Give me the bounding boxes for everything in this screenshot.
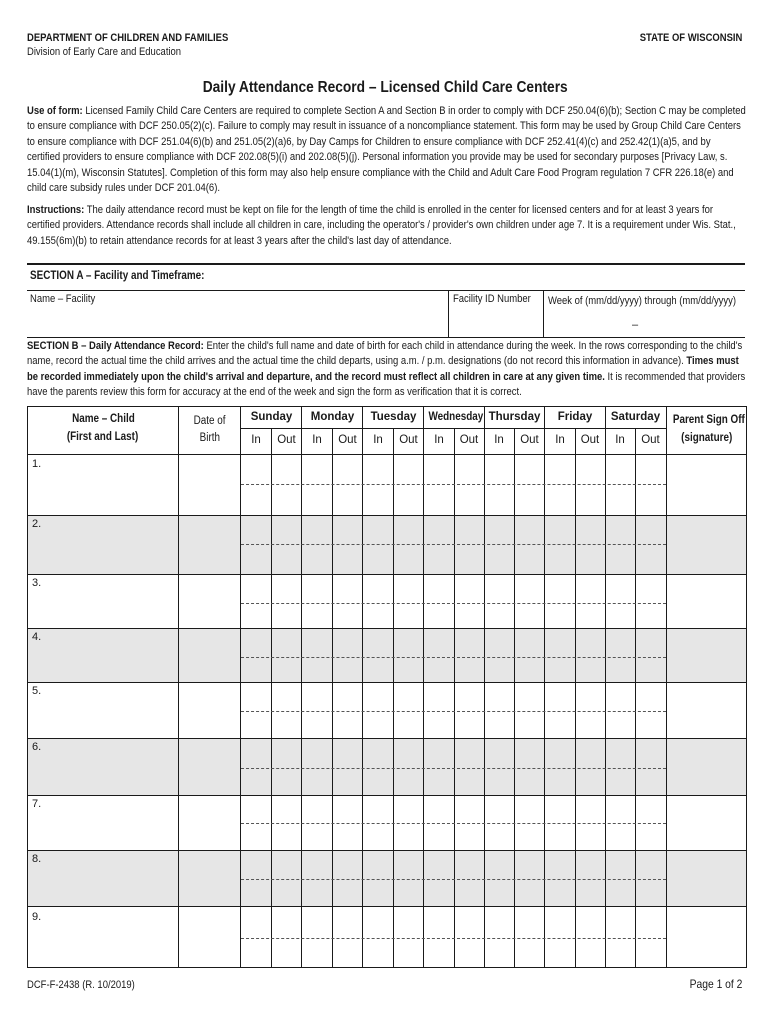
form-id: DCF-F-2438 (R. 10/2019)	[27, 979, 135, 991]
dob-subheader: Birth	[199, 432, 221, 444]
monday-header: Monday	[310, 411, 355, 423]
time-entry-line	[241, 823, 666, 824]
instructions-label: Instructions:	[27, 204, 85, 216]
use-of-form-text: Licensed Family Child Care Centers are required to complete Section A and Section B in order to comply with DCF 250.04(6)(b); Section C may be completed to ensure compliance with DCF 250.05(2)(c). Failure to comply may result in issuance of a noncompliance statement. This form may be used by Group Child Care Centers to ensure compliance with DCF 251.04(6)(b) and 251.05(2)(a)6, by Day Camps for Children to ensure compliance with DCF 252.41(4)(c) and 252.42(1)(a)5, and by certified providers to ensure compliance with DCF 202.08(5)(i) and 202.08(5)(j). Personal information you provide may be used for secondary purposes [Privacy Law, s. 15.04(1)(m), Wisconsin Statutes]. Completion of this form may also help ensure compliance with the Child and Adult Care Food Program regulation 7 CFR 226.18(e) and child care subsidy rules under DCF 201.04(6).	[27, 105, 746, 195]
section-a-fields	[27, 290, 745, 338]
in-label: In	[312, 434, 322, 446]
header-bottom-line	[28, 454, 746, 455]
sunday-header: Sunday	[250, 411, 293, 423]
column-line	[393, 429, 394, 967]
time-entry-line	[241, 484, 666, 485]
use-of-form-paragraph	[27, 104, 746, 196]
out-label: Out	[277, 434, 296, 446]
section-a-heading: SECTION A – Facility and Timeframe:	[30, 270, 205, 282]
in-label: In	[434, 434, 444, 446]
in-label: In	[251, 434, 261, 446]
time-entry-line	[241, 768, 666, 769]
row-number: 2.	[32, 518, 42, 530]
row-number: 9.	[32, 911, 42, 923]
column-line	[605, 407, 606, 967]
out-label: Out	[641, 434, 660, 446]
tuesday-header: Tuesday	[370, 411, 417, 423]
column-line	[240, 407, 241, 967]
form-title: Daily Attendance Record – Licensed Child Care Centers	[202, 79, 568, 96]
child-name-header: Name – Child	[71, 413, 135, 425]
row-shading	[28, 628, 746, 682]
state-name: STATE OF WISCONSIN	[639, 32, 742, 44]
facility-name-field[interactable]: Name – Facility	[30, 293, 96, 305]
row-divider	[28, 574, 746, 575]
out-label: Out	[459, 434, 479, 446]
row-divider	[28, 682, 746, 683]
facility-id-field[interactable]: Facility ID Number	[453, 293, 531, 305]
column-line	[301, 407, 302, 967]
attendance-table	[27, 406, 747, 968]
friday-header: Friday	[557, 411, 593, 423]
column-line	[362, 407, 363, 967]
column-line	[332, 429, 333, 967]
week-of-field[interactable]: Week of (mm/dd/yyyy) through (mm/dd/yyyy)	[548, 295, 737, 307]
section-b-paragraph	[27, 339, 746, 401]
column-line	[544, 407, 545, 967]
out-label: Out	[520, 434, 539, 446]
in-label: In	[494, 434, 504, 446]
field-divider	[448, 291, 449, 337]
parent-signoff-header: Parent Sign Off	[672, 414, 745, 426]
row-number: 6.	[32, 741, 42, 753]
column-line	[514, 429, 515, 967]
out-label: Out	[580, 434, 600, 446]
time-entry-line	[241, 544, 666, 545]
time-entry-line	[241, 657, 666, 658]
column-line	[423, 407, 424, 967]
row-number: 3.	[32, 577, 42, 589]
in-label: In	[373, 434, 383, 446]
dob-header: Date of	[194, 415, 226, 427]
row-number: 4.	[32, 631, 42, 643]
parent-signoff-subheader: (signature)	[680, 432, 733, 444]
section-divider	[27, 263, 745, 265]
section-b-heading: SECTION B – Daily Attendance Record:	[27, 340, 204, 352]
time-entry-line	[241, 938, 666, 939]
row-divider	[28, 795, 746, 796]
in-label: In	[615, 434, 625, 446]
row-divider	[28, 906, 746, 907]
out-label: Out	[399, 434, 418, 446]
column-line	[666, 407, 667, 967]
row-shading	[28, 850, 746, 906]
section-b-bold-text: Times must be recorded immediately upon the child's arrival and departure, and the record must reflect all children in care at any given time.	[27, 355, 739, 383]
page-number: Page 1 of 2	[689, 977, 742, 991]
row-number: 7.	[32, 798, 42, 810]
out-label: Out	[338, 434, 357, 446]
column-line	[454, 429, 455, 967]
field-divider	[543, 291, 544, 337]
row-number: 5.	[32, 685, 42, 697]
time-entry-line	[241, 603, 666, 604]
thursday-header: Thursday	[488, 411, 541, 423]
row-shading	[28, 738, 746, 795]
wednesday-header: Wednesday	[428, 411, 484, 423]
row-divider	[28, 738, 746, 739]
saturday-header: Saturday	[610, 411, 661, 423]
column-line	[575, 429, 576, 967]
row-number: 1.	[32, 458, 42, 470]
column-line	[484, 407, 485, 967]
in-label: In	[555, 434, 565, 446]
department-name: DEPARTMENT OF CHILDREN AND FAMILIES	[27, 32, 229, 44]
instructions-paragraph	[27, 203, 746, 249]
column-line	[271, 429, 272, 967]
row-divider	[28, 515, 746, 516]
row-divider	[28, 628, 746, 629]
column-line	[178, 407, 179, 967]
week-separator: –	[632, 319, 639, 331]
row-divider	[28, 850, 746, 851]
time-entry-line	[241, 879, 666, 880]
use-of-form-label: Use of form:	[27, 105, 83, 117]
division-name: Division of Early Care and Education	[27, 46, 182, 58]
section-b-text: Enter the child's full name and date of birth for each child in attendance during the week. In the rows corresponding to the child's name, record the actual time the child arrives and the actual time the child departs, using a.m. / p.m. designations (do not record this information in advance).	[27, 340, 743, 368]
instructions-text: The daily attendance record must be kept on file for the length of time the child is enrolled in the center for licensed centers and for at least 3 years for certified providers. Attendance records shall include all children in care, including the operator's / provider's own children under age 7. It is a requirement under Wis. Stat., 49.155(6m)(b) to retain attendance records for at least 3 years after the child's last day of attendance.	[27, 204, 736, 247]
section-b-text-end: It is recommended that providers have the parents review this form for accuracy at the end of the week and sign the form as verification that it is correct.	[27, 370, 746, 399]
column-line	[635, 429, 636, 967]
child-name-subheader: (First and Last)	[67, 431, 139, 443]
time-entry-line	[241, 711, 666, 712]
row-number: 8.	[32, 853, 42, 865]
